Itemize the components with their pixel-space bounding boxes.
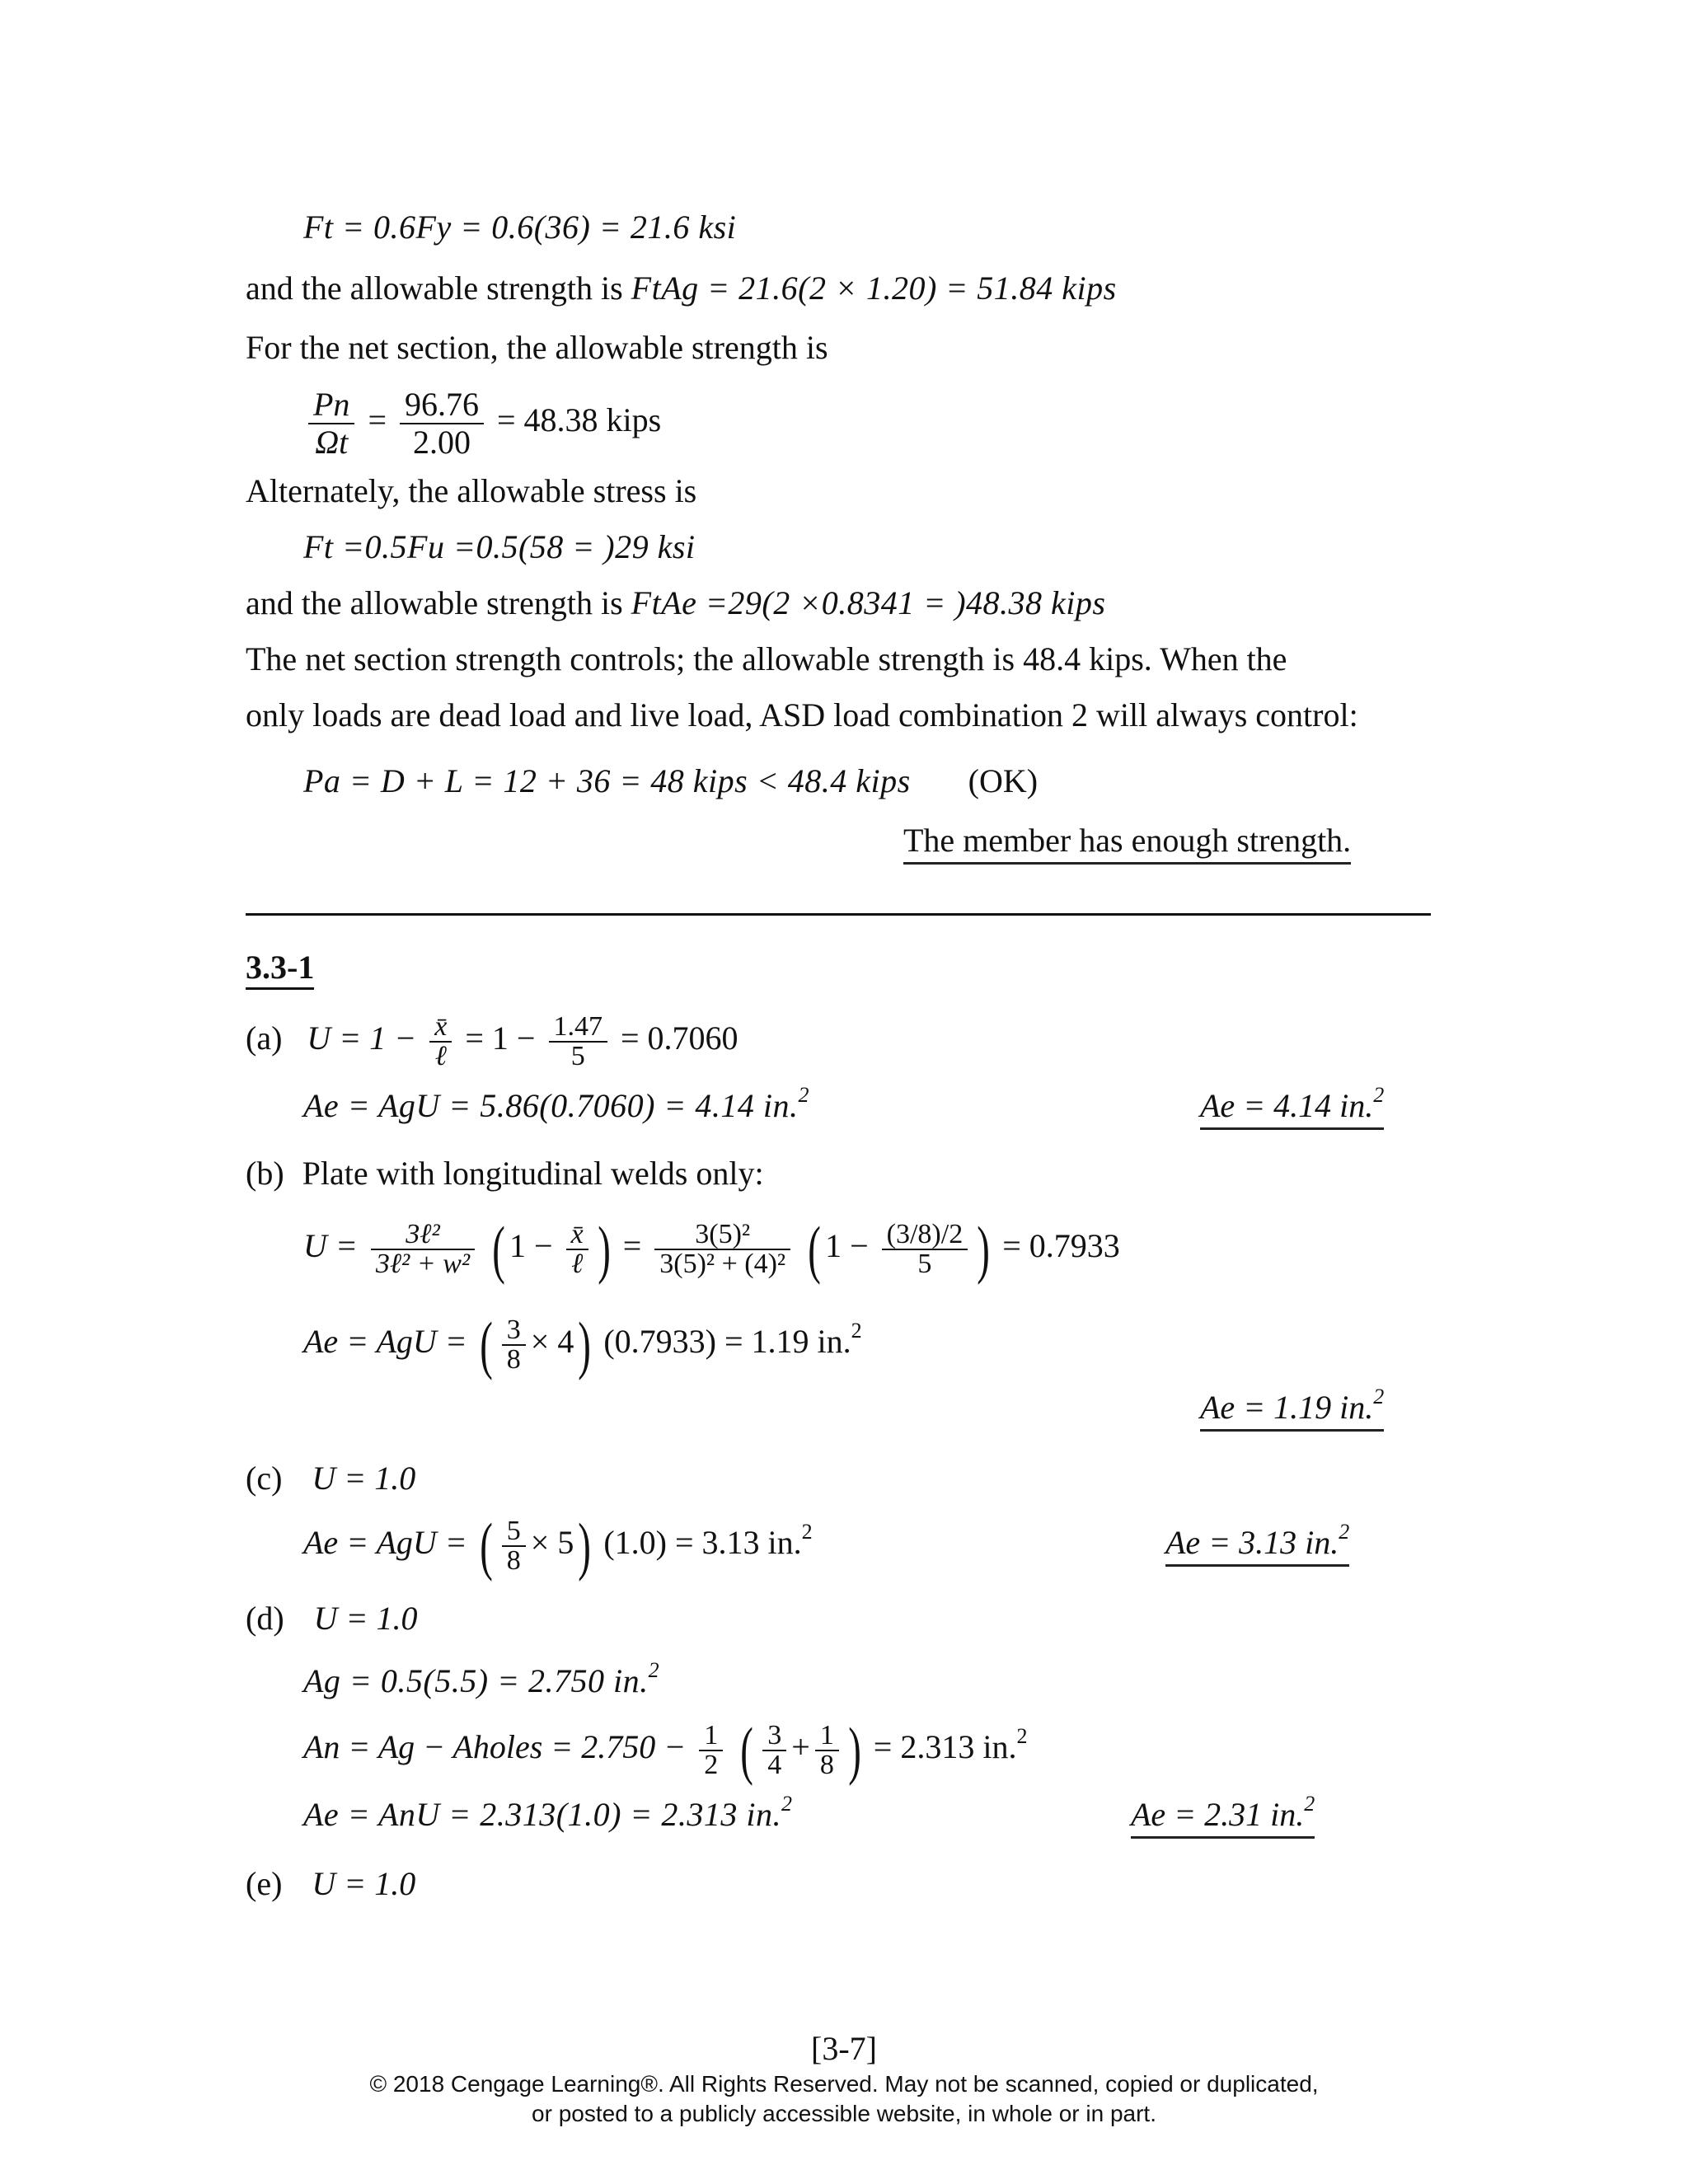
frac-denominator: 4 [767,1749,782,1780]
eq-u: U = 1.0 [312,1865,416,1902]
eq-an-lead: An = Ag − Aholes = 2.750 − [303,1728,687,1765]
part-e-u [246,1864,415,1904]
text-allowable-yield [246,269,1117,308]
eq-pn-omega: $\frac{Pn}{\Omega t}$ = $\frac{96.76}{2.00}$ = 48.38 kips [303,384,661,461]
fraction-pn-omega [308,387,354,461]
part-c-u [246,1459,415,1498]
superscript-2: 2 [851,1319,862,1343]
superscript-2: 2 [648,1658,660,1682]
fraction-9676-200 [400,387,484,461]
answer-c [1165,1520,1350,1567]
superscript-2: 2 [1373,1083,1385,1107]
part-c-ae: Ae = AgU = ( $\frac{5}{8}$ × 5) (1.0) = 3.13 in.$^2$ [303,1509,813,1582]
part-d-u [246,1599,418,1638]
copyright-line-1: © 2018 Cengage Learning®. All Rights Reserved. May not be scanned, copied or duplicated, [369,2071,1319,2097]
page-number: [3-7] [811,2030,877,2067]
frac-numerator: 3 [502,1316,526,1346]
text-allowable-net [246,583,1105,623]
eq-pa-expr: Pa = D + L = 12 + 36 = 48 kips < 48.4 kips [303,762,911,799]
frac-denominator: ℓ [434,1040,447,1071]
copyright-line-2: or posted to a publicly accessible website, in whole or in part. [532,2101,1156,2126]
fraction-147-5 [549,1010,608,1071]
frac-numerator: 1.47 [549,1013,608,1043]
answer-a [1200,1083,1385,1130]
eq-ft-yield: Ft = 0.6Fy = 0.6(36) = 21.6 ksi [303,209,737,246]
superscript-2: 2 [801,1520,813,1544]
part-b-label: (b) [246,1155,284,1192]
frac-denominator: 2.00 [413,423,471,461]
eq-tail: (1.0) = 3.13 in. [603,1524,802,1561]
frac-denominator: Ωt [315,423,349,461]
eq-mid: = 1 − [465,1019,536,1057]
eq-ae: Ae = AgU = 5.86(0.7060) = 4.14 in. [303,1087,799,1124]
eq-ae-lead: Ae = AgU = [303,1323,467,1360]
fraction-3-8 [502,1316,526,1374]
answer-text: Ae = 2.31 in. [1131,1796,1305,1833]
eq-u-lead: U = 1 − [307,1019,417,1057]
eq-mid: × 5 [530,1524,574,1561]
part-a-ae [303,1083,810,1126]
frac-denominator: 8 [506,1544,521,1576]
frac-numerator: 5 [502,1517,526,1547]
frac-denominator: 5 [570,1040,585,1071]
frac-numerator: Pn [308,387,354,424]
fraction-xbar-l [429,1010,452,1071]
eq-ae: Ae = AnU = 2.313(1.0) = 2.313 in. [303,1796,782,1833]
part-a-eq [246,1005,738,1071]
frac-numerator: x̄ [566,1221,588,1250]
frac-denominator: 3(5)² + (4)² [659,1248,786,1279]
paren-lead: 1 − [509,1227,553,1264]
part-d-ae [303,1792,793,1835]
plus-sign: + [791,1728,810,1765]
equals: = [622,1227,642,1264]
eq-ae-lead: Ae = AgU = [303,1524,467,1561]
frac-numerator: 96.76 [400,387,484,424]
frac-denominator: ℓ [571,1248,584,1279]
text-controls: The net section strength controls; the allowable strength is 48.4 kips. When the [246,640,1287,677]
answer-text: Ae = 4.14 in. [1200,1087,1374,1124]
answer-text: Ae = 1.19 in. [1200,1389,1374,1426]
answer-b [1200,1385,1385,1432]
eq-result: = 2.313 in. [873,1728,1017,1765]
frac-numerator: 1 [815,1722,839,1751]
superscript-2: 2 [1373,1385,1385,1408]
superscript-2: 2 [1339,1520,1350,1544]
frac-denominator: 3ℓ² + w² [375,1248,471,1279]
conclusion-strength: The member has enough strength. [903,821,1351,865]
eq-u-lead: U = [303,1227,358,1264]
part-c-label: (c) [246,1460,283,1497]
text-allowable-label: and the allowable strength is [246,269,623,307]
text-load-combination: only loads are dead load and live load, ASD load combination 2 will always control: [246,696,1358,733]
eq-result: = 48.38 kips [497,401,662,438]
fraction-5-8 [502,1517,526,1575]
fraction-1-8 [815,1719,839,1780]
fraction-3-4 [762,1719,786,1780]
frac-numerator: 1 [699,1722,723,1751]
part-a-label: (a) [246,1019,283,1057]
text-allowable-label: and the allowable strength is [246,584,623,621]
frac-numerator: 3ℓ² [371,1221,475,1250]
frac-numerator: 3(5)² [654,1221,790,1250]
frac-numerator: x̄ [429,1013,452,1043]
part-e-label: (e) [246,1865,283,1902]
text-alternately: Alternately, the allowable stress is [246,472,697,509]
frac-numerator: (3/8)/2 [882,1221,968,1250]
part-b-text: Plate with longitudinal welds only: [302,1155,764,1192]
frac-denominator: 5 [917,1248,932,1279]
superscript-2: 2 [781,1792,793,1816]
answer-d [1131,1792,1315,1839]
problem-heading: 3.3-1 [246,948,314,990]
eq-pa [303,762,1038,801]
eq-u: U = 1.0 [312,1460,416,1497]
part-d-an: An = Ag − Aholes = 2.750 − $\frac{1}{2}$ ( $\frac{3}{4}$ + $\frac{1}{8}$ ) = 2.313 in.$^2$ [303,1713,1028,1786]
part-b-ae: Ae = AgU = ( $\frac{3}{8}$ × 4) (0.7933) = 1.19 in.$^2$ [303,1308,862,1380]
part-b-heading [246,1154,764,1193]
part-b-u: U = $\frac{\text{3ℓ²}}{\text{3ℓ² + w²}}$ ( 1 − $\frac{x̄}{\text{ℓ}}$ ) = $\frac{\text{3(5)²}}{\text{3(5)² + (4)²}}$ ( 1 − $\frac{(3/8)/2}{5}$ ) = 0.7933 [303,1212,1120,1285]
superscript-2: 2 [1304,1792,1315,1816]
fraction-xbar-l [566,1218,588,1279]
superscript-2: 2 [798,1083,810,1107]
eq-ftae: FtAe =29(2 ×0.8341 = )48.38 kips [631,584,1106,621]
eq-ftag: FtAg = 21.6(2 × 1.20) = 51.84 kips [631,269,1117,307]
paren-lead: 1 − [825,1227,869,1264]
fraction-38-2-5 [882,1218,968,1279]
frac-denominator: 8 [819,1749,834,1780]
frac-denominator: 2 [704,1749,719,1780]
eq-ag: Ag = 0.5(5.5) = 2.750 in. [303,1662,649,1699]
eq-result: = 0.7060 [621,1019,738,1057]
text-net-section: For the net section, the allowable strength is [246,329,828,366]
eq-ft-ultimate: Ft =0.5Fu =0.5(58 = )29 ksi [303,528,696,565]
frac-denominator: 8 [506,1343,521,1375]
section-divider [246,913,1431,916]
frac-numerator: 3 [762,1722,786,1751]
eq-u: U = 1.0 [313,1600,418,1637]
eq-tail: (0.7933) = 1.19 in. [603,1323,851,1360]
part-d-label: (d) [246,1600,284,1637]
ok-label: (OK) [968,762,1039,799]
eq-mid: × 4 [530,1323,574,1360]
eq-result: = 0.7933 [1002,1227,1120,1264]
superscript-2: 2 [1016,1724,1028,1748]
fraction-1-2 [699,1719,723,1780]
part-d-ag [303,1658,660,1701]
answer-text: Ae = 3.13 in. [1165,1524,1339,1561]
fraction-35 [654,1218,790,1279]
fraction-3l2 [371,1218,475,1279]
